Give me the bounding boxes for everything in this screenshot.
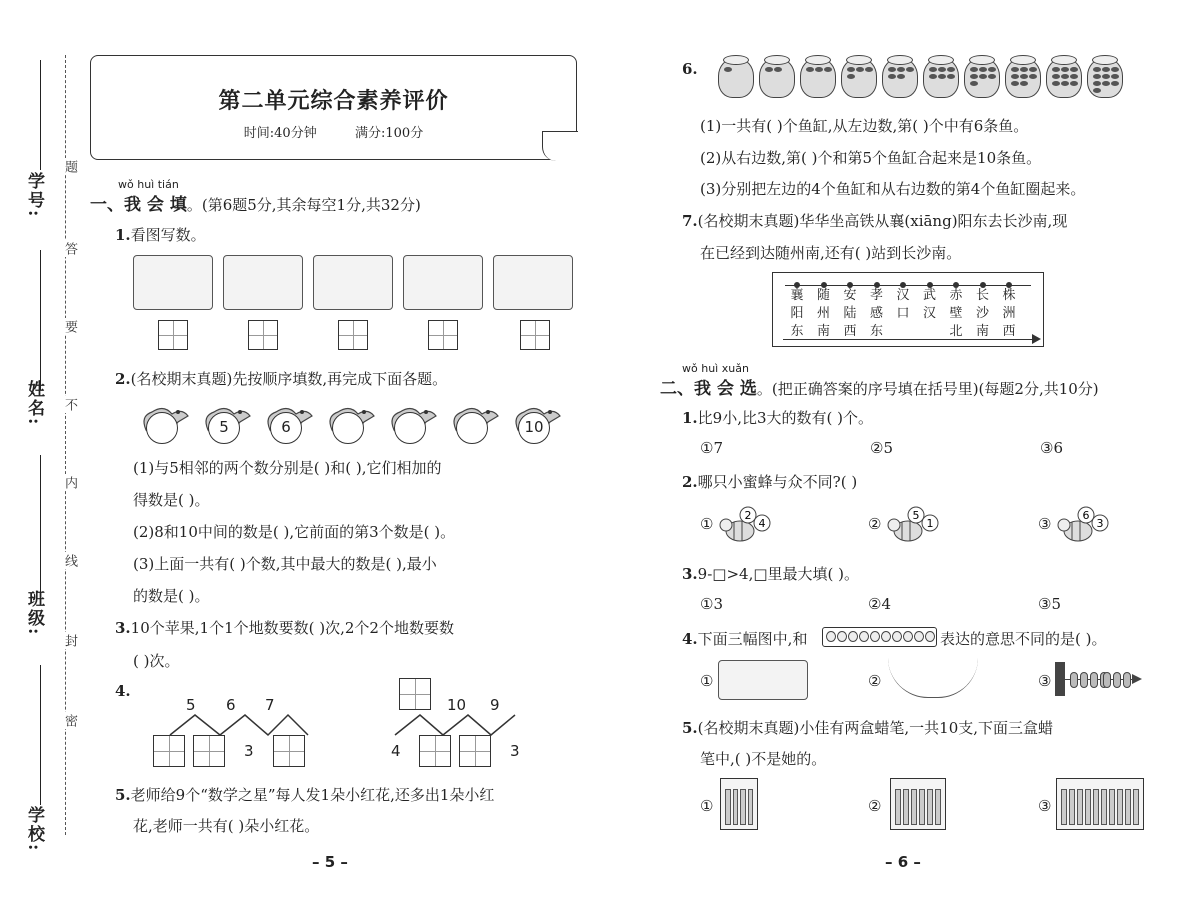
page-title: 第二单元综合素养评价 bbox=[218, 88, 449, 114]
station-name: 孝 感 东 bbox=[869, 288, 883, 339]
q3-line2: ( )次。 bbox=[133, 652, 180, 670]
q4-answer-box[interactable] bbox=[193, 735, 225, 767]
c3-option-1[interactable]: ①3 bbox=[700, 595, 723, 613]
fish-icon bbox=[1111, 81, 1119, 86]
bead-icon bbox=[837, 631, 847, 642]
crayon-box-icon bbox=[890, 778, 946, 830]
section1-pinyin: wǒ huì tián bbox=[118, 178, 179, 191]
bee-icon bbox=[1056, 503, 1116, 547]
fish-icon bbox=[724, 67, 732, 72]
id-label: 学号: bbox=[24, 172, 44, 219]
bee-icon bbox=[886, 503, 946, 547]
bee-wing-number: 1 bbox=[926, 517, 934, 530]
school-label: 学校: bbox=[24, 806, 44, 853]
fish-icon bbox=[1102, 67, 1110, 72]
fish-icon bbox=[947, 74, 955, 79]
crayon-icon bbox=[903, 789, 909, 825]
q1-answer-box[interactable] bbox=[338, 320, 368, 350]
seal-char: 不 bbox=[62, 398, 77, 411]
class-label: 班级: bbox=[24, 590, 44, 637]
page-fold-corner bbox=[542, 131, 578, 161]
seal-char: 要 bbox=[62, 320, 77, 333]
q4-answer-box[interactable] bbox=[399, 678, 431, 710]
c2-option-3[interactable]: ③ bbox=[1038, 515, 1052, 533]
bird-number-circle[interactable] bbox=[456, 412, 488, 444]
c2-option-2[interactable]: ② bbox=[868, 515, 882, 533]
q2-sub1-line2: 得数是( )。 bbox=[133, 491, 210, 509]
c4-turtles-picture bbox=[718, 660, 808, 700]
id-underline bbox=[40, 60, 41, 170]
fish-tank-icon[interactable] bbox=[1087, 58, 1123, 98]
seal-char: 内 bbox=[62, 476, 77, 489]
right-page bbox=[600, 0, 1200, 897]
fish-icon bbox=[1070, 81, 1078, 86]
fish-icon bbox=[970, 67, 978, 72]
class-underline bbox=[40, 455, 41, 595]
abacus-bead-icon bbox=[1113, 672, 1121, 688]
fish-tank-icon[interactable] bbox=[882, 58, 918, 98]
fish-icon bbox=[1111, 67, 1119, 72]
fish-icon bbox=[1029, 74, 1037, 79]
fish-icon bbox=[865, 67, 873, 72]
q2-sub3-line2: 的数是( )。 bbox=[133, 587, 210, 605]
school-underline bbox=[40, 665, 41, 805]
q4-answer-box[interactable] bbox=[273, 735, 305, 767]
q6-num: 6. bbox=[682, 60, 698, 78]
c1-option-3[interactable]: ③6 bbox=[1040, 439, 1063, 457]
fish-icon bbox=[1061, 74, 1069, 79]
fish-icon bbox=[1070, 74, 1078, 79]
c3-stem: 3.9-□>4,□里最大填( )。 bbox=[682, 565, 859, 583]
fish-icon bbox=[1102, 81, 1110, 86]
fish-icon bbox=[847, 74, 855, 79]
c4-option-1[interactable]: ① bbox=[700, 672, 714, 690]
crayon-icon bbox=[725, 789, 731, 825]
section2-pinyin: wǒ huì xuǎn bbox=[682, 362, 749, 375]
q4-right-bottom-1: 4 bbox=[391, 742, 401, 760]
q1-answer-box[interactable] bbox=[520, 320, 550, 350]
crayon-icon bbox=[927, 789, 933, 825]
crayon-icon bbox=[1133, 789, 1139, 825]
bead-icon bbox=[859, 631, 869, 642]
q4-right-top-2: 9 bbox=[490, 696, 500, 714]
fish-icon bbox=[765, 67, 773, 72]
q4-answer-box[interactable] bbox=[459, 735, 491, 767]
full-score: 满分:100分 bbox=[355, 126, 424, 141]
fish-icon bbox=[1011, 81, 1019, 86]
c4-birds-picture bbox=[888, 658, 978, 698]
q6-sub2: (2)从右边数,第( )个和第5个鱼缸合起来是10条鱼。 bbox=[700, 149, 1042, 167]
abacus-bead-icon bbox=[1090, 672, 1098, 688]
seal-char: 封 bbox=[62, 634, 77, 647]
fish-tank-icon[interactable] bbox=[1046, 58, 1082, 98]
c3-option-2[interactable]: ②4 bbox=[868, 595, 891, 613]
bead-icon bbox=[925, 631, 935, 642]
fish-icon bbox=[824, 67, 832, 72]
fish-icon bbox=[806, 67, 814, 72]
station-name: 襄 阳 东 bbox=[790, 288, 804, 339]
c1-option-2[interactable]: ②5 bbox=[870, 439, 893, 457]
fish-icon bbox=[1070, 67, 1078, 72]
q4-answer-box[interactable] bbox=[153, 735, 185, 767]
fish-icon bbox=[1093, 81, 1101, 86]
c5-line1: 5.(名校期末真题)小佳有两盒蜡笔,一共10支,下面三盒蜡 bbox=[682, 719, 1054, 737]
title-box bbox=[90, 55, 577, 160]
station-name: 株 洲 西 bbox=[1002, 288, 1016, 339]
crayon-icon bbox=[1077, 789, 1083, 825]
bead-icon bbox=[892, 631, 902, 642]
q4-left-top-2: 6 bbox=[226, 696, 236, 714]
bee-wing-number: 2 bbox=[744, 509, 752, 522]
fish-tank-icon[interactable] bbox=[800, 58, 836, 98]
fish-icon bbox=[1052, 81, 1060, 86]
fish-icon bbox=[1011, 74, 1019, 79]
q1-stem: 1.看图写数。 bbox=[115, 226, 206, 244]
c5-option-1[interactable]: ① bbox=[700, 797, 714, 815]
q6-sub1: (1)一共有( )个鱼缸,从左边数,第( )个中有6条鱼。 bbox=[700, 117, 1029, 135]
fish-icon bbox=[856, 67, 864, 72]
fish-icon bbox=[1052, 74, 1060, 79]
abacus-bead-icon bbox=[1103, 672, 1111, 688]
fish-tank-icon[interactable] bbox=[923, 58, 959, 98]
fish-icon bbox=[988, 74, 996, 79]
q5-line2: 花,老师一共有( )朵小红花。 bbox=[133, 817, 320, 835]
q3-line1: 3.10个苹果,1个1个地数要数( )次,2个2个地数要数 bbox=[115, 619, 454, 637]
crayon-icon bbox=[740, 789, 746, 825]
crayon-icon bbox=[1125, 789, 1131, 825]
bee-wing-number: 6 bbox=[1082, 509, 1090, 522]
c1-option-1[interactable]: ①7 bbox=[700, 439, 723, 457]
seal-char: 线 bbox=[62, 554, 77, 567]
station-name: 武 汉 bbox=[922, 288, 936, 321]
q4-num: 4. bbox=[115, 682, 131, 700]
bead-icon bbox=[826, 631, 836, 642]
q4-left-top-3: 7 bbox=[265, 696, 275, 714]
arrow-right-icon bbox=[1032, 334, 1041, 344]
c4-option-3[interactable]: ③ bbox=[1038, 672, 1052, 690]
fish-icon bbox=[929, 67, 937, 72]
exam-info bbox=[91, 122, 576, 141]
seal-char: 密 bbox=[62, 714, 77, 727]
fish-icon bbox=[1052, 67, 1060, 72]
q2-sub2: (2)8和10中间的数是( ),它前面的第3个数是( )。 bbox=[133, 523, 456, 541]
crayon-icon bbox=[911, 789, 917, 825]
crayon-icon bbox=[733, 789, 739, 825]
page-number-left: – 5 – bbox=[312, 853, 348, 871]
fish-tank-icon[interactable] bbox=[718, 58, 754, 98]
fish-icon bbox=[1093, 74, 1101, 79]
bee-wing-number: 5 bbox=[912, 509, 920, 522]
fish-tank-icon[interactable] bbox=[964, 58, 1000, 98]
c4-bead-string-picture bbox=[822, 627, 937, 647]
fish-icon bbox=[938, 74, 946, 79]
fish-icon bbox=[897, 74, 905, 79]
q1-answer-box[interactable] bbox=[158, 320, 188, 350]
q1-answer-box[interactable] bbox=[428, 320, 458, 350]
fish-tank-icon[interactable] bbox=[759, 58, 795, 98]
fish-icon bbox=[947, 67, 955, 72]
fish-icon bbox=[1102, 74, 1110, 79]
fish-icon bbox=[1020, 74, 1028, 79]
c3-option-3[interactable]: ③5 bbox=[1038, 595, 1061, 613]
fish-icon bbox=[1061, 67, 1069, 72]
seal-char: 题 bbox=[62, 160, 77, 173]
arrow-right-icon bbox=[1132, 674, 1142, 684]
crayon-icon bbox=[935, 789, 941, 825]
bee-wing-number: 4 bbox=[758, 517, 766, 530]
fish-icon bbox=[1011, 67, 1019, 72]
crayon-icon bbox=[1117, 789, 1123, 825]
abacus-bead-icon bbox=[1070, 672, 1078, 688]
q4-left-bottom: 3 bbox=[244, 742, 254, 760]
q1-picture-5 bbox=[493, 255, 573, 310]
fish-icon bbox=[815, 67, 823, 72]
fish-icon bbox=[1111, 74, 1119, 79]
fish-icon bbox=[970, 81, 978, 86]
section1-heading: 一、我 会 填。(第6题5分,其余每空1分,共32分) bbox=[90, 195, 421, 215]
fish-icon bbox=[970, 74, 978, 79]
fish-icon bbox=[1029, 67, 1037, 72]
station-name: 安 陆 西 bbox=[843, 288, 857, 339]
fish-icon bbox=[847, 67, 855, 72]
bird-number-circle[interactable] bbox=[146, 412, 178, 444]
station-name: 长 沙 南 bbox=[975, 288, 989, 339]
crayon-icon bbox=[1085, 789, 1091, 825]
fish-icon bbox=[979, 67, 987, 72]
bee-wing-number: 3 bbox=[1096, 517, 1104, 530]
q1-picture-2 bbox=[223, 255, 303, 310]
fish-tank-icon[interactable] bbox=[841, 58, 877, 98]
fish-icon bbox=[774, 67, 782, 72]
c5-option-2[interactable]: ② bbox=[868, 797, 882, 815]
crayon-icon bbox=[1093, 789, 1099, 825]
fish-icon bbox=[929, 74, 937, 79]
q5-line1: 5.老师给9个“数学之星”每人发1朵小红花,还多出1朵小红 bbox=[115, 786, 495, 804]
station-name: 赤 壁 北 bbox=[949, 288, 963, 339]
crayon-box-icon bbox=[720, 778, 758, 830]
fish-icon bbox=[1020, 67, 1028, 72]
fish-icon bbox=[906, 67, 914, 72]
bead-icon bbox=[914, 631, 924, 642]
bead-icon bbox=[903, 631, 913, 642]
bird-number-circle[interactable] bbox=[332, 412, 364, 444]
bird-number-circle: 10 bbox=[518, 412, 550, 444]
fish-icon bbox=[938, 67, 946, 72]
q4-answer-box[interactable] bbox=[419, 735, 451, 767]
q1-answer-box[interactable] bbox=[248, 320, 278, 350]
fish-tank-icon[interactable] bbox=[1005, 58, 1041, 98]
crayon-icon bbox=[748, 789, 754, 825]
c2-stem: 2.哪只小蜜蜂与众不同?( ) bbox=[682, 473, 858, 491]
q1-picture-4 bbox=[403, 255, 483, 310]
seal-char: 答 bbox=[62, 242, 77, 255]
crayon-icon bbox=[1101, 789, 1107, 825]
c5-line2: 笔中,( )不是她的。 bbox=[700, 750, 827, 768]
name-label: 姓名: bbox=[24, 380, 44, 427]
q4-left-top-1: 5 bbox=[186, 696, 196, 714]
c5-option-3[interactable]: ③ bbox=[1038, 797, 1052, 815]
bead-icon bbox=[870, 631, 880, 642]
crayon-icon bbox=[895, 789, 901, 825]
q4-right-bottom-2: 3 bbox=[510, 742, 520, 760]
bee-icon bbox=[718, 503, 778, 547]
crayon-icon bbox=[1061, 789, 1067, 825]
c2-option-1[interactable]: ① bbox=[700, 515, 714, 533]
q1-picture-3 bbox=[313, 255, 393, 310]
fish-icon bbox=[888, 74, 896, 79]
q1-picture-1 bbox=[133, 255, 213, 310]
bird-number-circle[interactable] bbox=[394, 412, 426, 444]
q7-line1: 7.(名校期末真题)华华坐高铁从襄(xiāng)阳东去长沙南,现 bbox=[682, 212, 1068, 230]
fish-icon bbox=[897, 67, 905, 72]
c4-option-2[interactable]: ② bbox=[868, 672, 882, 690]
q4-right-top-1: 10 bbox=[447, 696, 467, 714]
abacus-bead-icon bbox=[1123, 672, 1131, 688]
q2-sub3-line1: (3)上面一共有( )个数,其中最大的数是( ),最小 bbox=[133, 555, 437, 573]
rail-map-box bbox=[772, 272, 1044, 347]
fish-icon bbox=[1020, 81, 1028, 86]
crayon-icon bbox=[1069, 789, 1075, 825]
q2-sub1-line1: (1)与5相邻的两个数分别是( )和( ),它们相加的 bbox=[133, 459, 442, 477]
fish-icon bbox=[888, 67, 896, 72]
q7-line2: 在已经到达随州南,还有( )站到长沙南。 bbox=[700, 244, 962, 262]
name-underline bbox=[40, 250, 41, 390]
station-name: 汉 口 bbox=[896, 288, 910, 321]
fish-icon bbox=[988, 67, 996, 72]
bead-icon bbox=[881, 631, 891, 642]
fish-icon bbox=[1093, 88, 1101, 93]
crayon-icon bbox=[1109, 789, 1115, 825]
bead-icon bbox=[848, 631, 858, 642]
bird-number-circle: 6 bbox=[270, 412, 302, 444]
crayon-icon bbox=[919, 789, 925, 825]
abacus-bead-icon bbox=[1080, 672, 1088, 688]
q6-sub3: (3)分别把左边的4个鱼缸和从右边数的第4个鱼缸圈起来。 bbox=[700, 180, 1086, 198]
fish-icon bbox=[1061, 81, 1069, 86]
station-name: 随 州 南 bbox=[816, 288, 830, 339]
page-number-right: – 6 – bbox=[885, 853, 921, 871]
bird-number-circle: 5 bbox=[208, 412, 240, 444]
fish-icon bbox=[1093, 67, 1101, 72]
crayon-box-icon bbox=[1056, 778, 1144, 830]
c4-stem-b: 表达的意思不同的是( )。 bbox=[940, 630, 1107, 648]
time-limit: 时间:40分钟 bbox=[243, 126, 317, 141]
q2-stem: 2.(名校期末真题)先按顺序填数,再完成下面各题。 bbox=[115, 370, 448, 388]
fish-icon bbox=[979, 74, 987, 79]
c1-stem: 1.比9小,比3大的数有( )个。 bbox=[682, 409, 873, 427]
c4-stem-a: 4.下面三幅图中,和 bbox=[682, 630, 808, 648]
section2-heading: 二、我 会 选。(把正确答案的序号填在括号里)(每题2分,共10分) bbox=[660, 379, 1099, 399]
